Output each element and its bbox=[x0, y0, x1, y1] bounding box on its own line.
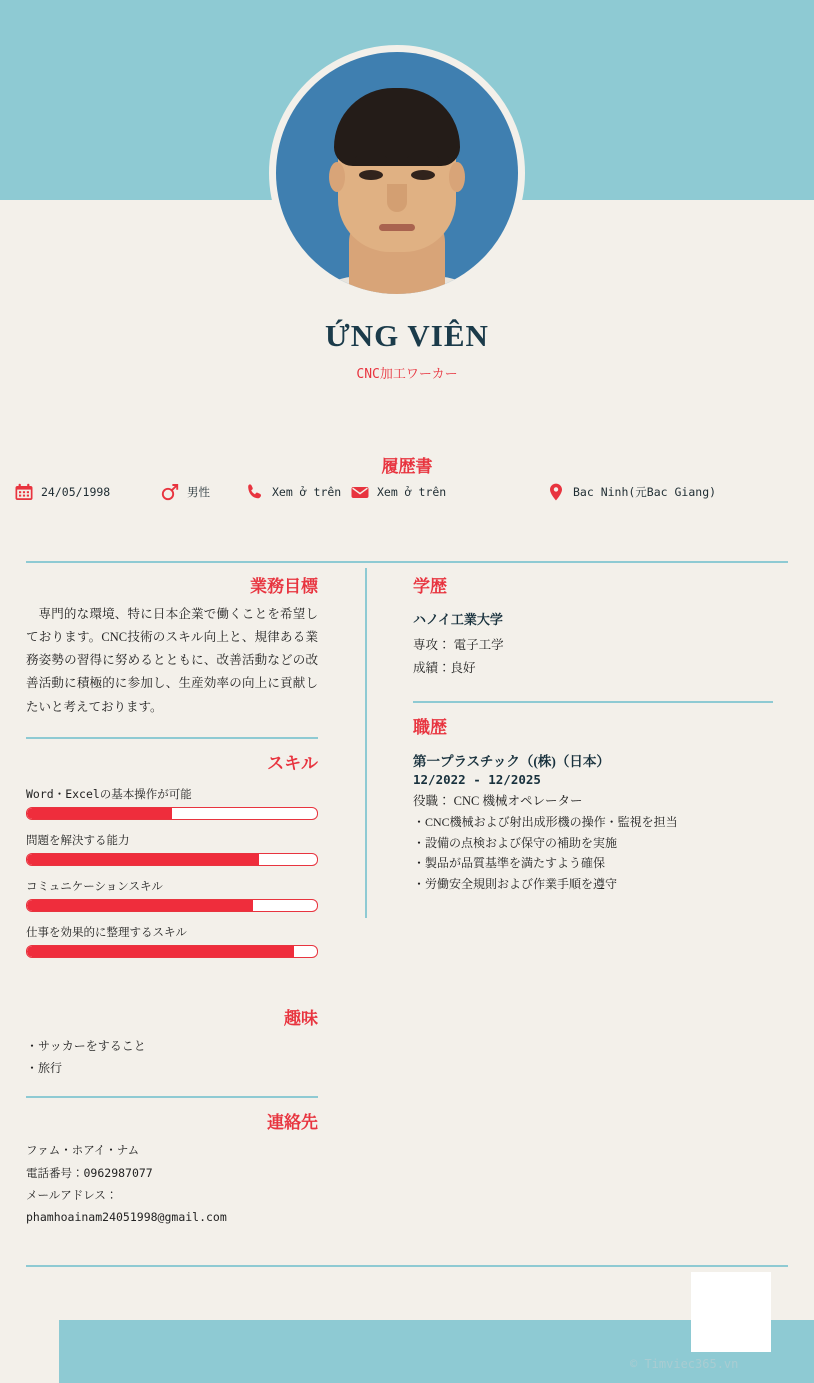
location-icon bbox=[546, 482, 566, 502]
hobbies-title: 趣味 bbox=[284, 1008, 318, 1028]
calendar-icon bbox=[14, 482, 34, 502]
skill-item bbox=[26, 832, 318, 866]
info-phone bbox=[245, 482, 341, 502]
section-divider-bottom bbox=[26, 1265, 788, 1267]
info-email-text: Xem ở trên bbox=[377, 485, 447, 499]
section-hobbies bbox=[26, 1004, 318, 1081]
section-objective bbox=[26, 572, 318, 719]
avatar bbox=[269, 45, 525, 301]
skill-item bbox=[26, 878, 318, 912]
experience-bullet: ・労働安全規則および作業手順を遵守 bbox=[413, 876, 618, 891]
section-education bbox=[413, 572, 773, 679]
skill-label: 仕事を効果的に整理するスキル bbox=[26, 924, 187, 939]
skill-bar bbox=[26, 807, 318, 820]
skill-label: Word・Excelの基本操作が可能 bbox=[26, 786, 192, 801]
info-location bbox=[546, 482, 716, 502]
info-birthdate bbox=[14, 482, 110, 502]
contact-title: 連絡先 bbox=[267, 1113, 318, 1133]
divider-contact bbox=[26, 1096, 318, 1098]
education-grade: 成績：良好 bbox=[413, 660, 476, 675]
section-skills bbox=[26, 749, 318, 958]
skill-bar bbox=[26, 945, 318, 958]
left-column bbox=[26, 572, 318, 1229]
right-column bbox=[413, 572, 773, 895]
objective-text: 専門的な環境、特に日本企業で働くことを希望しております。CNC技術のスキル向上と、規律ある業務姿勢の習得に努めるとともに、改善活動などの改善活動に積極的に参加し、生産効率の向上に貢献したいと考えております。 bbox=[26, 607, 318, 714]
avatar-photo bbox=[276, 52, 518, 294]
skills-title: スキル bbox=[267, 753, 318, 773]
info-gender-text: 男性 bbox=[187, 485, 210, 499]
section-experience bbox=[413, 713, 773, 895]
contact-email[interactable]: phamhoainam24051998@gmail.com bbox=[26, 1210, 227, 1225]
experience-bullet: ・CNC機械および射出成形機の操作・監視を担当 bbox=[413, 815, 678, 829]
skill-label: コミュニケーションスキル bbox=[26, 878, 163, 893]
education-title: 学歴 bbox=[413, 577, 447, 596]
skill-label: 問題を解決する能力 bbox=[26, 832, 130, 847]
info-gender bbox=[160, 482, 210, 502]
hobby-item: ・サッカーをすること bbox=[26, 1038, 146, 1053]
skill-item bbox=[26, 786, 318, 820]
watermark: © Timviec365.vn bbox=[630, 1357, 739, 1371]
qr-code[interactable] bbox=[691, 1272, 771, 1352]
hobby-item: ・旅行 bbox=[26, 1061, 63, 1076]
contact-phone: 電話番号：0962987077 bbox=[26, 1165, 153, 1180]
mail-icon bbox=[350, 482, 370, 502]
experience-bullet: ・製品が品質基準を満たすよう確保 bbox=[413, 856, 606, 871]
info-phone-text: Xem ở trên bbox=[272, 485, 342, 499]
education-major: 専攻： 電子工学 bbox=[413, 638, 504, 652]
info-email bbox=[350, 482, 446, 502]
column-divider bbox=[365, 568, 367, 918]
divider-experience bbox=[413, 701, 773, 703]
document-title: 履歴書 bbox=[381, 457, 433, 476]
divider-skills bbox=[26, 737, 318, 739]
skill-item bbox=[26, 924, 318, 958]
objective-title: 業務目標 bbox=[250, 577, 318, 596]
info-birthdate-text: 24/05/1998 bbox=[41, 485, 111, 499]
experience-title: 職歴 bbox=[413, 718, 447, 737]
skill-bar bbox=[26, 899, 318, 912]
header-area bbox=[0, 0, 814, 420]
section-contact bbox=[26, 1108, 318, 1229]
info-location-text: Bac Ninh(元Bac Giang) bbox=[573, 485, 717, 499]
experience-role: 役職： CNC 機械オペレーター bbox=[413, 794, 583, 808]
skill-bar bbox=[26, 853, 318, 866]
education-school: ハノイ工業大学 bbox=[413, 612, 503, 627]
experience-period: 12/2022 - 12/2025 bbox=[413, 772, 541, 787]
personal-info-row bbox=[0, 478, 814, 512]
candidate-name: ỨNG VIÊN bbox=[325, 318, 489, 353]
candidate-job-role: CNC加工ワーカー bbox=[356, 367, 458, 382]
phone-icon bbox=[245, 482, 265, 502]
experience-bullet: ・設備の点検および保守の補助を実施 bbox=[413, 835, 618, 850]
experience-company: 第一プラスチック（(株)（日本） bbox=[413, 754, 610, 769]
contact-name: ファム・ホアイ・ナム bbox=[26, 1143, 140, 1158]
contact-email-label: メールアドレス： bbox=[26, 1188, 118, 1203]
gender-icon bbox=[160, 482, 180, 502]
section-divider-top bbox=[26, 561, 788, 563]
